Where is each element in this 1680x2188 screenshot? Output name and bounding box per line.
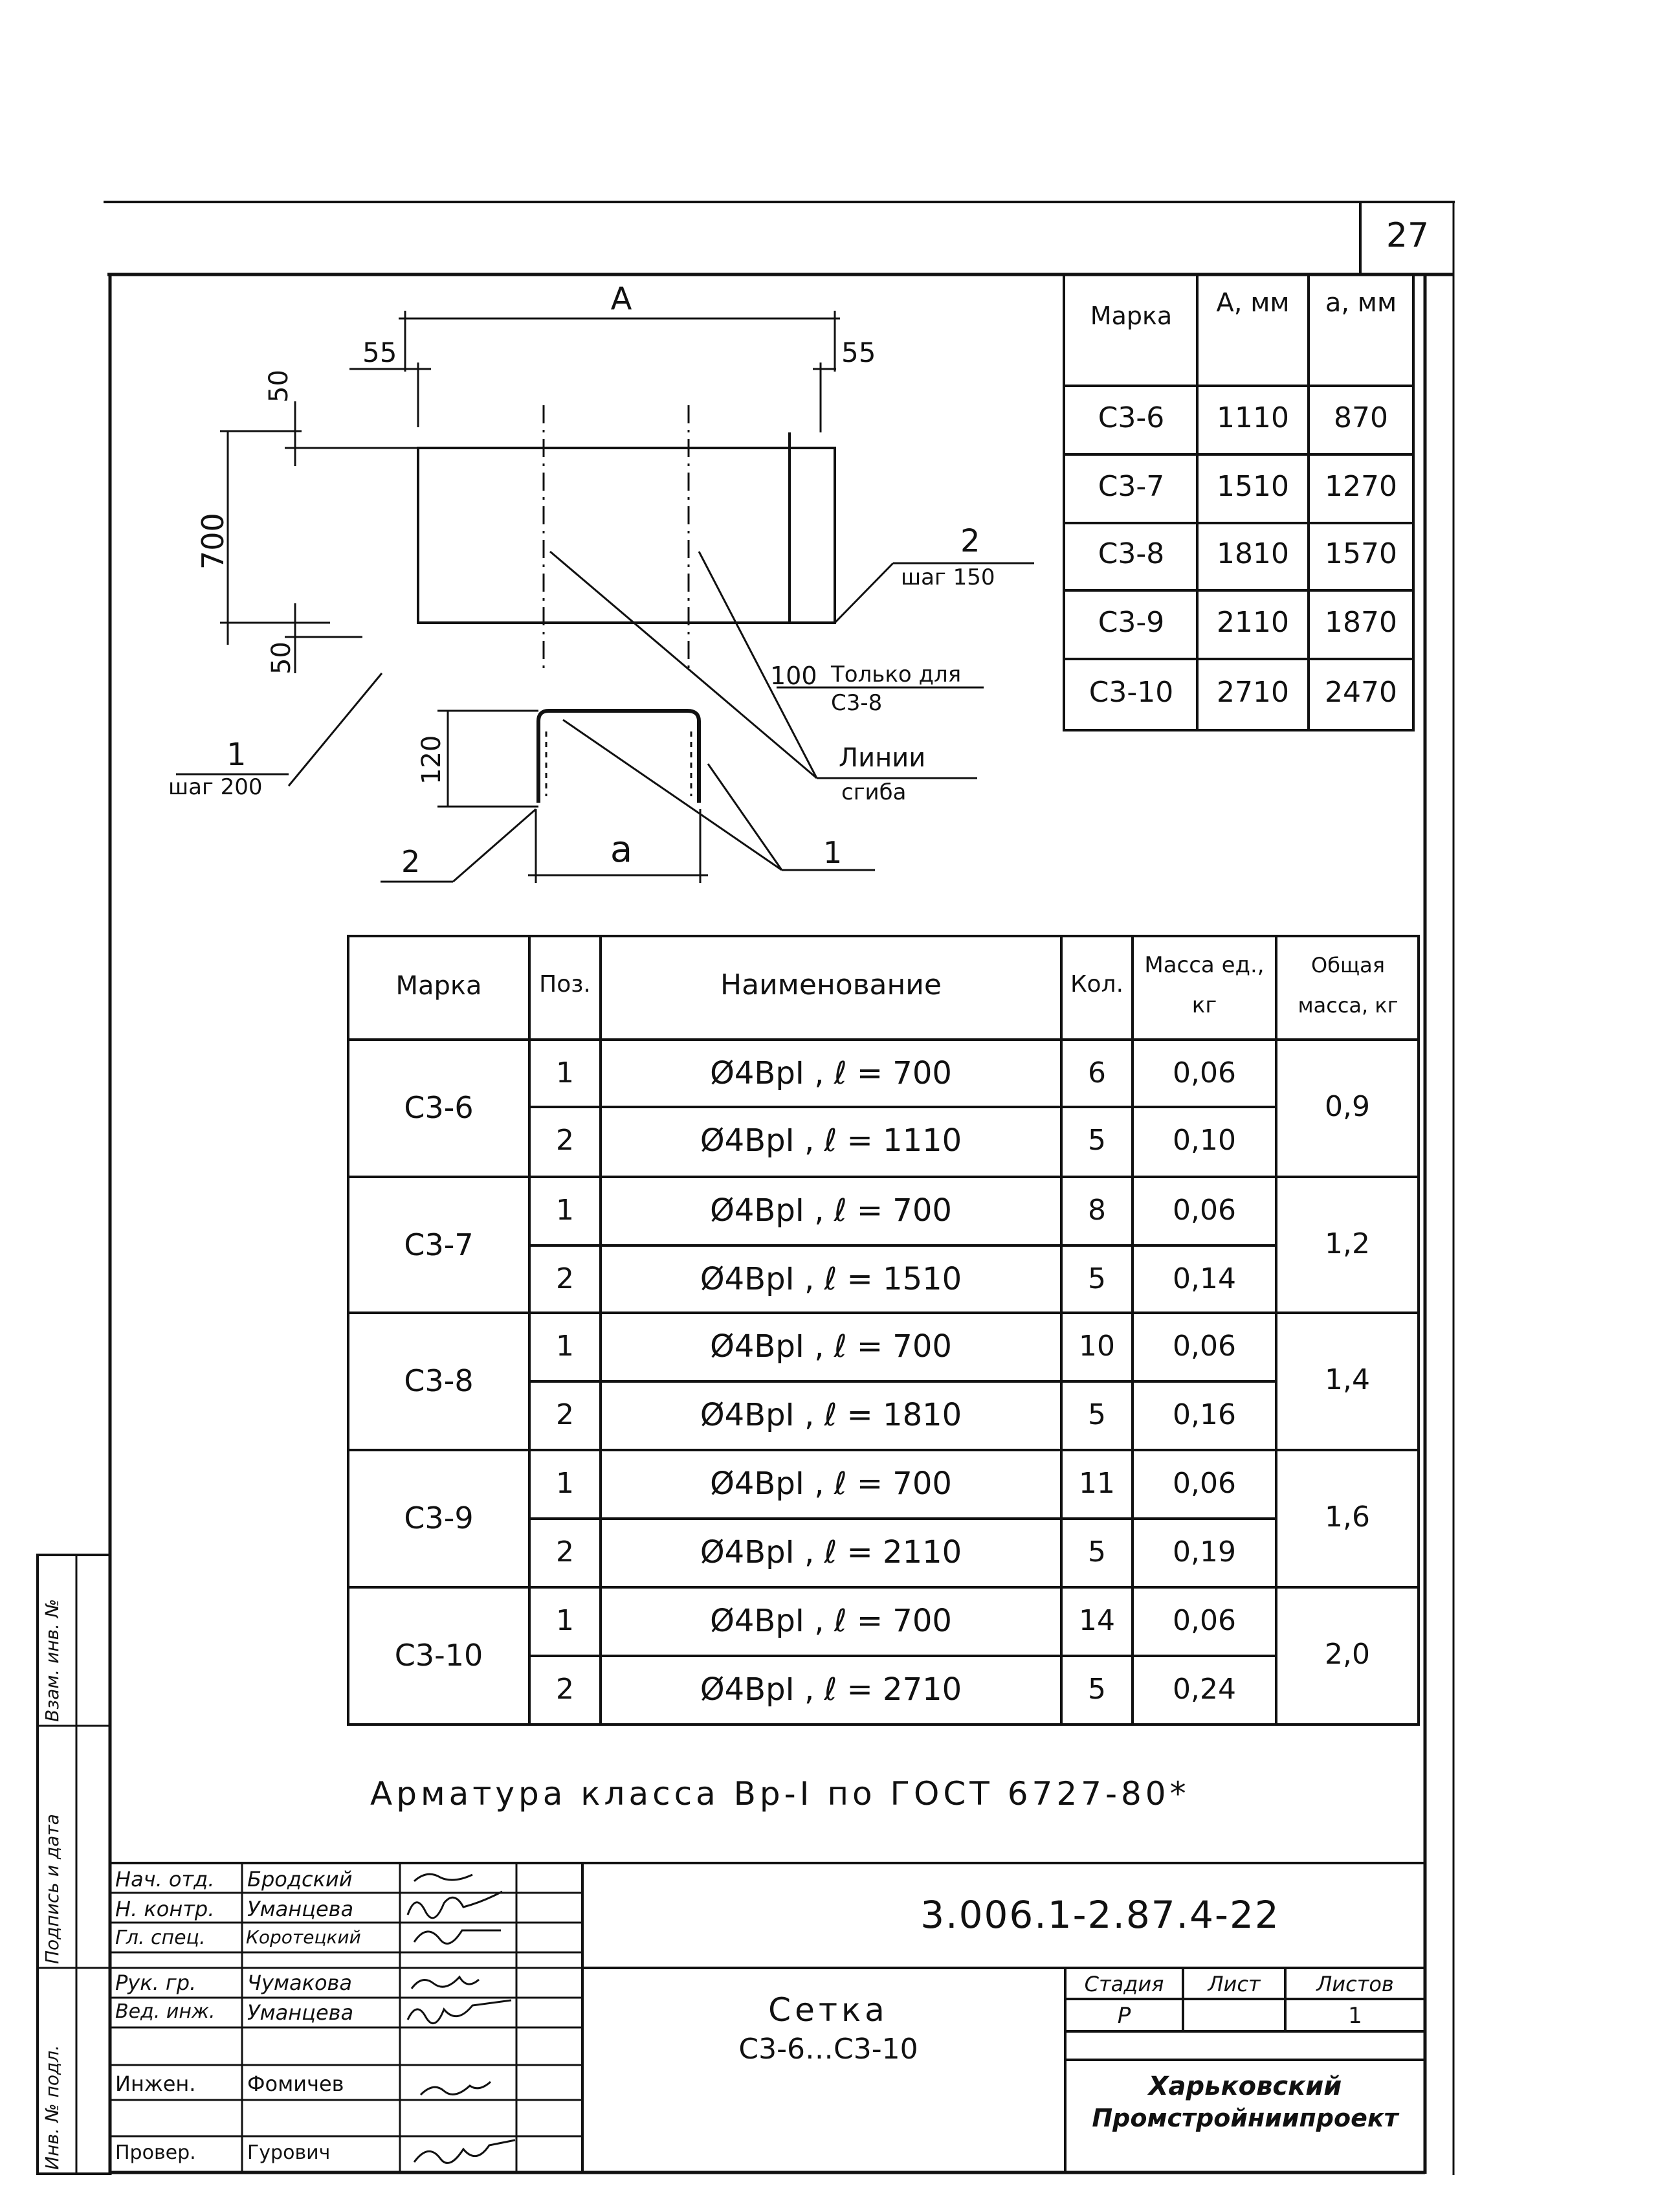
- marks-row-3-A: 2110: [1217, 606, 1289, 639]
- spec-header-total-mass: Общая масса, кг: [1298, 953, 1398, 1018]
- sheets-value: 1: [1348, 2003, 1362, 2029]
- spec-g2-r1-name: Ø4ВрI , ℓ = 1810: [700, 1397, 962, 1433]
- callout-1-number: 1: [227, 737, 247, 773]
- marks-header-A: А, мм: [1216, 288, 1290, 318]
- spec-g0-r0-name: Ø4ВрI , ℓ = 700: [710, 1055, 952, 1091]
- dimension-55-right-label: 55: [841, 337, 876, 368]
- spec-header-qty: Кол.: [1070, 971, 1124, 998]
- spec-header-unit-mass: Масса ед., кг: [1144, 952, 1265, 1018]
- marks-row-1-mark: С3-7: [1098, 470, 1165, 503]
- callout-2-number: 2: [960, 523, 980, 559]
- spec-g2-r0-pos: 1: [556, 1330, 574, 1363]
- marks-header-a: а, мм: [1325, 288, 1397, 318]
- spec-group-4-total: 2,0: [1325, 1638, 1370, 1671]
- spec-group-2-total: 1,4: [1325, 1363, 1370, 1396]
- signature-role-2: Гл. спец.: [115, 1926, 206, 1949]
- spec-group-0-total: 0,9: [1325, 1090, 1370, 1123]
- marks-row-3-mark: С3-9: [1098, 606, 1165, 639]
- organization-line2: Промстройниипроект: [1092, 2104, 1398, 2132]
- callout-bottom-1: 1: [823, 835, 843, 870]
- side-label-inv-original: Инв. № подл.: [41, 2044, 63, 2170]
- sheet-header: Лист: [1208, 1972, 1261, 1996]
- spec-g2-r0-name: Ø4ВрI , ℓ = 700: [710, 1328, 952, 1365]
- page-number: 27: [1386, 216, 1430, 255]
- signature-scribbles: [408, 1874, 515, 2163]
- marks-row-2-mark: С3-8: [1098, 537, 1165, 570]
- marks-row-0-a: 870: [1334, 401, 1388, 434]
- spec-g4-r0-pos: 1: [556, 1604, 574, 1637]
- spec-g4-r0-qty: 14: [1079, 1604, 1115, 1637]
- drawing-title-line1: Сетка: [768, 1991, 889, 2029]
- spec-g3-r0-qty: 11: [1079, 1467, 1115, 1500]
- dimension-a-label: а: [610, 829, 633, 871]
- spec-g3-r1-mass: 0,19: [1173, 1535, 1236, 1568]
- spec-g1-r0-mass: 0,06: [1173, 1194, 1236, 1227]
- spec-g2-r0-mass: 0,06: [1173, 1330, 1236, 1363]
- stage-value: Р: [1117, 2003, 1131, 2029]
- callout-bottom-2: 2: [401, 844, 421, 879]
- spec-g0-r1-mass: 0,10: [1173, 1124, 1236, 1157]
- spec-g2-r1-mass: 0,16: [1173, 1398, 1236, 1431]
- spec-g0-r1-name: Ø4ВрI , ℓ = 1110: [700, 1122, 962, 1159]
- spec-header-pos: Поз.: [539, 971, 591, 998]
- marks-row-2-A: 1810: [1217, 537, 1289, 570]
- dimension-700-label: 700: [195, 513, 230, 570]
- marks-row-0-A: 1110: [1217, 401, 1289, 434]
- organization-line1: Харьковский: [1148, 2071, 1342, 2101]
- signature-role-1: Н. контр.: [115, 1897, 215, 1921]
- signature-name-4: Уманцева: [247, 2000, 354, 2025]
- callout-1-step: шаг 200: [168, 774, 263, 800]
- signature-name-2: Коротецкий: [246, 1926, 361, 1948]
- side-label-signature-date: Подпись и дата: [41, 1814, 63, 1964]
- spec-g4-r1-mass: 0,24: [1173, 1673, 1236, 1706]
- spec-g1-r0-qty: 8: [1088, 1194, 1106, 1227]
- signature-role-3: Рук. гр.: [115, 1970, 197, 1995]
- spec-g1-r1-qty: 5: [1088, 1262, 1106, 1295]
- dimension-50-bottom-label: 50: [267, 642, 296, 675]
- spec-group-4-mark: С3-10: [394, 1638, 483, 1673]
- spec-group-2-mark: С3-8: [404, 1363, 474, 1398]
- signature-name-0: Бродский: [247, 1867, 353, 1892]
- spec-g1-r0-pos: 1: [556, 1194, 574, 1227]
- spec-g4-r1-pos: 2: [556, 1673, 574, 1706]
- dimension-100-label: 100: [770, 662, 817, 690]
- signature-role-4: Вед. инж.: [115, 2000, 216, 2023]
- marks-row-4-mark: С3-10: [1089, 676, 1174, 709]
- signature-name-6: Гурович: [247, 2141, 331, 2164]
- drawing-title-line2: С3-6…С3-10: [738, 2033, 918, 2066]
- spec-g0-r1-pos: 2: [556, 1124, 574, 1157]
- spec-g2-r1-pos: 2: [556, 1398, 574, 1431]
- marks-row-2-a: 1570: [1325, 537, 1397, 570]
- spec-g3-r0-pos: 1: [556, 1467, 574, 1500]
- spec-g1-r0-name: Ø4ВрI , ℓ = 700: [710, 1192, 952, 1229]
- spec-g4-r1-name: Ø4ВрI , ℓ = 2710: [700, 1671, 962, 1708]
- bend-lines-sublabel: сгиба: [841, 779, 907, 805]
- spec-group-3-mark: С3-9: [404, 1501, 474, 1535]
- side-label-replace-inv: Взам. инв. №: [41, 1598, 63, 1722]
- bend-lines-label: Линии: [839, 743, 926, 773]
- marks-row-4-a: 2470: [1325, 676, 1397, 709]
- dimension-A-label: А: [610, 281, 632, 317]
- marks-row-1-A: 1510: [1217, 470, 1289, 503]
- signature-role-6: Провер.: [115, 2141, 196, 2164]
- spec-group-1-mark: С3-7: [404, 1227, 474, 1262]
- spec-g3-r0-name: Ø4ВрI , ℓ = 700: [710, 1466, 952, 1502]
- spec-header-name: Наименование: [720, 968, 942, 1001]
- spec-header-mark: Марка: [395, 971, 482, 1001]
- stage-header: Стадия: [1084, 1972, 1164, 1996]
- spec-g4-r0-name: Ø4ВрI , ℓ = 700: [710, 1603, 952, 1639]
- spec-g2-r0-qty: 10: [1079, 1330, 1115, 1363]
- marks-header-mark: Марка: [1090, 302, 1173, 330]
- spec-g4-r0-mass: 0,06: [1173, 1604, 1236, 1637]
- spec-g3-r1-pos: 2: [556, 1535, 574, 1568]
- marks-row-0-mark: С3-6: [1098, 401, 1165, 434]
- signature-name-1: Уманцева: [247, 1897, 354, 1921]
- marks-row-4-A: 2710: [1217, 676, 1289, 709]
- reinforcement-note: Арматура класса Вр-I по ГОСТ 6727-80*: [370, 1775, 1190, 1813]
- spec-g0-r0-pos: 1: [556, 1056, 574, 1089]
- dimension-120-label: 120: [417, 735, 447, 785]
- marks-row-3-a: 1870: [1325, 606, 1397, 639]
- spec-g1-r1-pos: 2: [556, 1262, 574, 1295]
- signature-role-5: Инжен.: [115, 2071, 196, 2096]
- spec-group-3-total: 1,6: [1325, 1501, 1370, 1534]
- document-code: 3.006.1-2.87.4-22: [920, 1893, 1280, 1937]
- callout-2-step: шаг 150: [901, 564, 995, 590]
- spec-g2-r1-qty: 5: [1088, 1398, 1106, 1431]
- dimension-55-left-label: 55: [362, 337, 397, 368]
- signature-name-5: Фомичев: [247, 2071, 344, 2096]
- spec-g3-r0-mass: 0,06: [1173, 1467, 1236, 1500]
- dimension-50-top-label: 50: [264, 370, 294, 403]
- spec-g0-r1-qty: 5: [1088, 1124, 1106, 1157]
- signature-role-0: Нач. отд.: [115, 1867, 215, 1892]
- spec-g3-r1-qty: 5: [1088, 1535, 1106, 1568]
- spec-g1-r1-mass: 0,14: [1173, 1262, 1236, 1295]
- spec-g4-r1-qty: 5: [1088, 1673, 1106, 1706]
- spec-group-0-mark: С3-6: [404, 1090, 474, 1125]
- signature-name-3: Чумакова: [247, 1970, 352, 1995]
- note-only-c3-8: Только для С3-8: [831, 662, 962, 716]
- spec-g3-r1-name: Ø4ВрI , ℓ = 2110: [700, 1534, 962, 1570]
- sheets-header: Листов: [1316, 1972, 1394, 1996]
- marks-row-1-a: 1270: [1325, 470, 1397, 503]
- spec-g1-r1-name: Ø4ВрI , ℓ = 1510: [700, 1261, 962, 1297]
- spec-group-1-total: 1,2: [1325, 1227, 1370, 1260]
- spec-g0-r0-mass: 0,06: [1173, 1056, 1236, 1089]
- spec-g0-r0-qty: 6: [1088, 1056, 1106, 1089]
